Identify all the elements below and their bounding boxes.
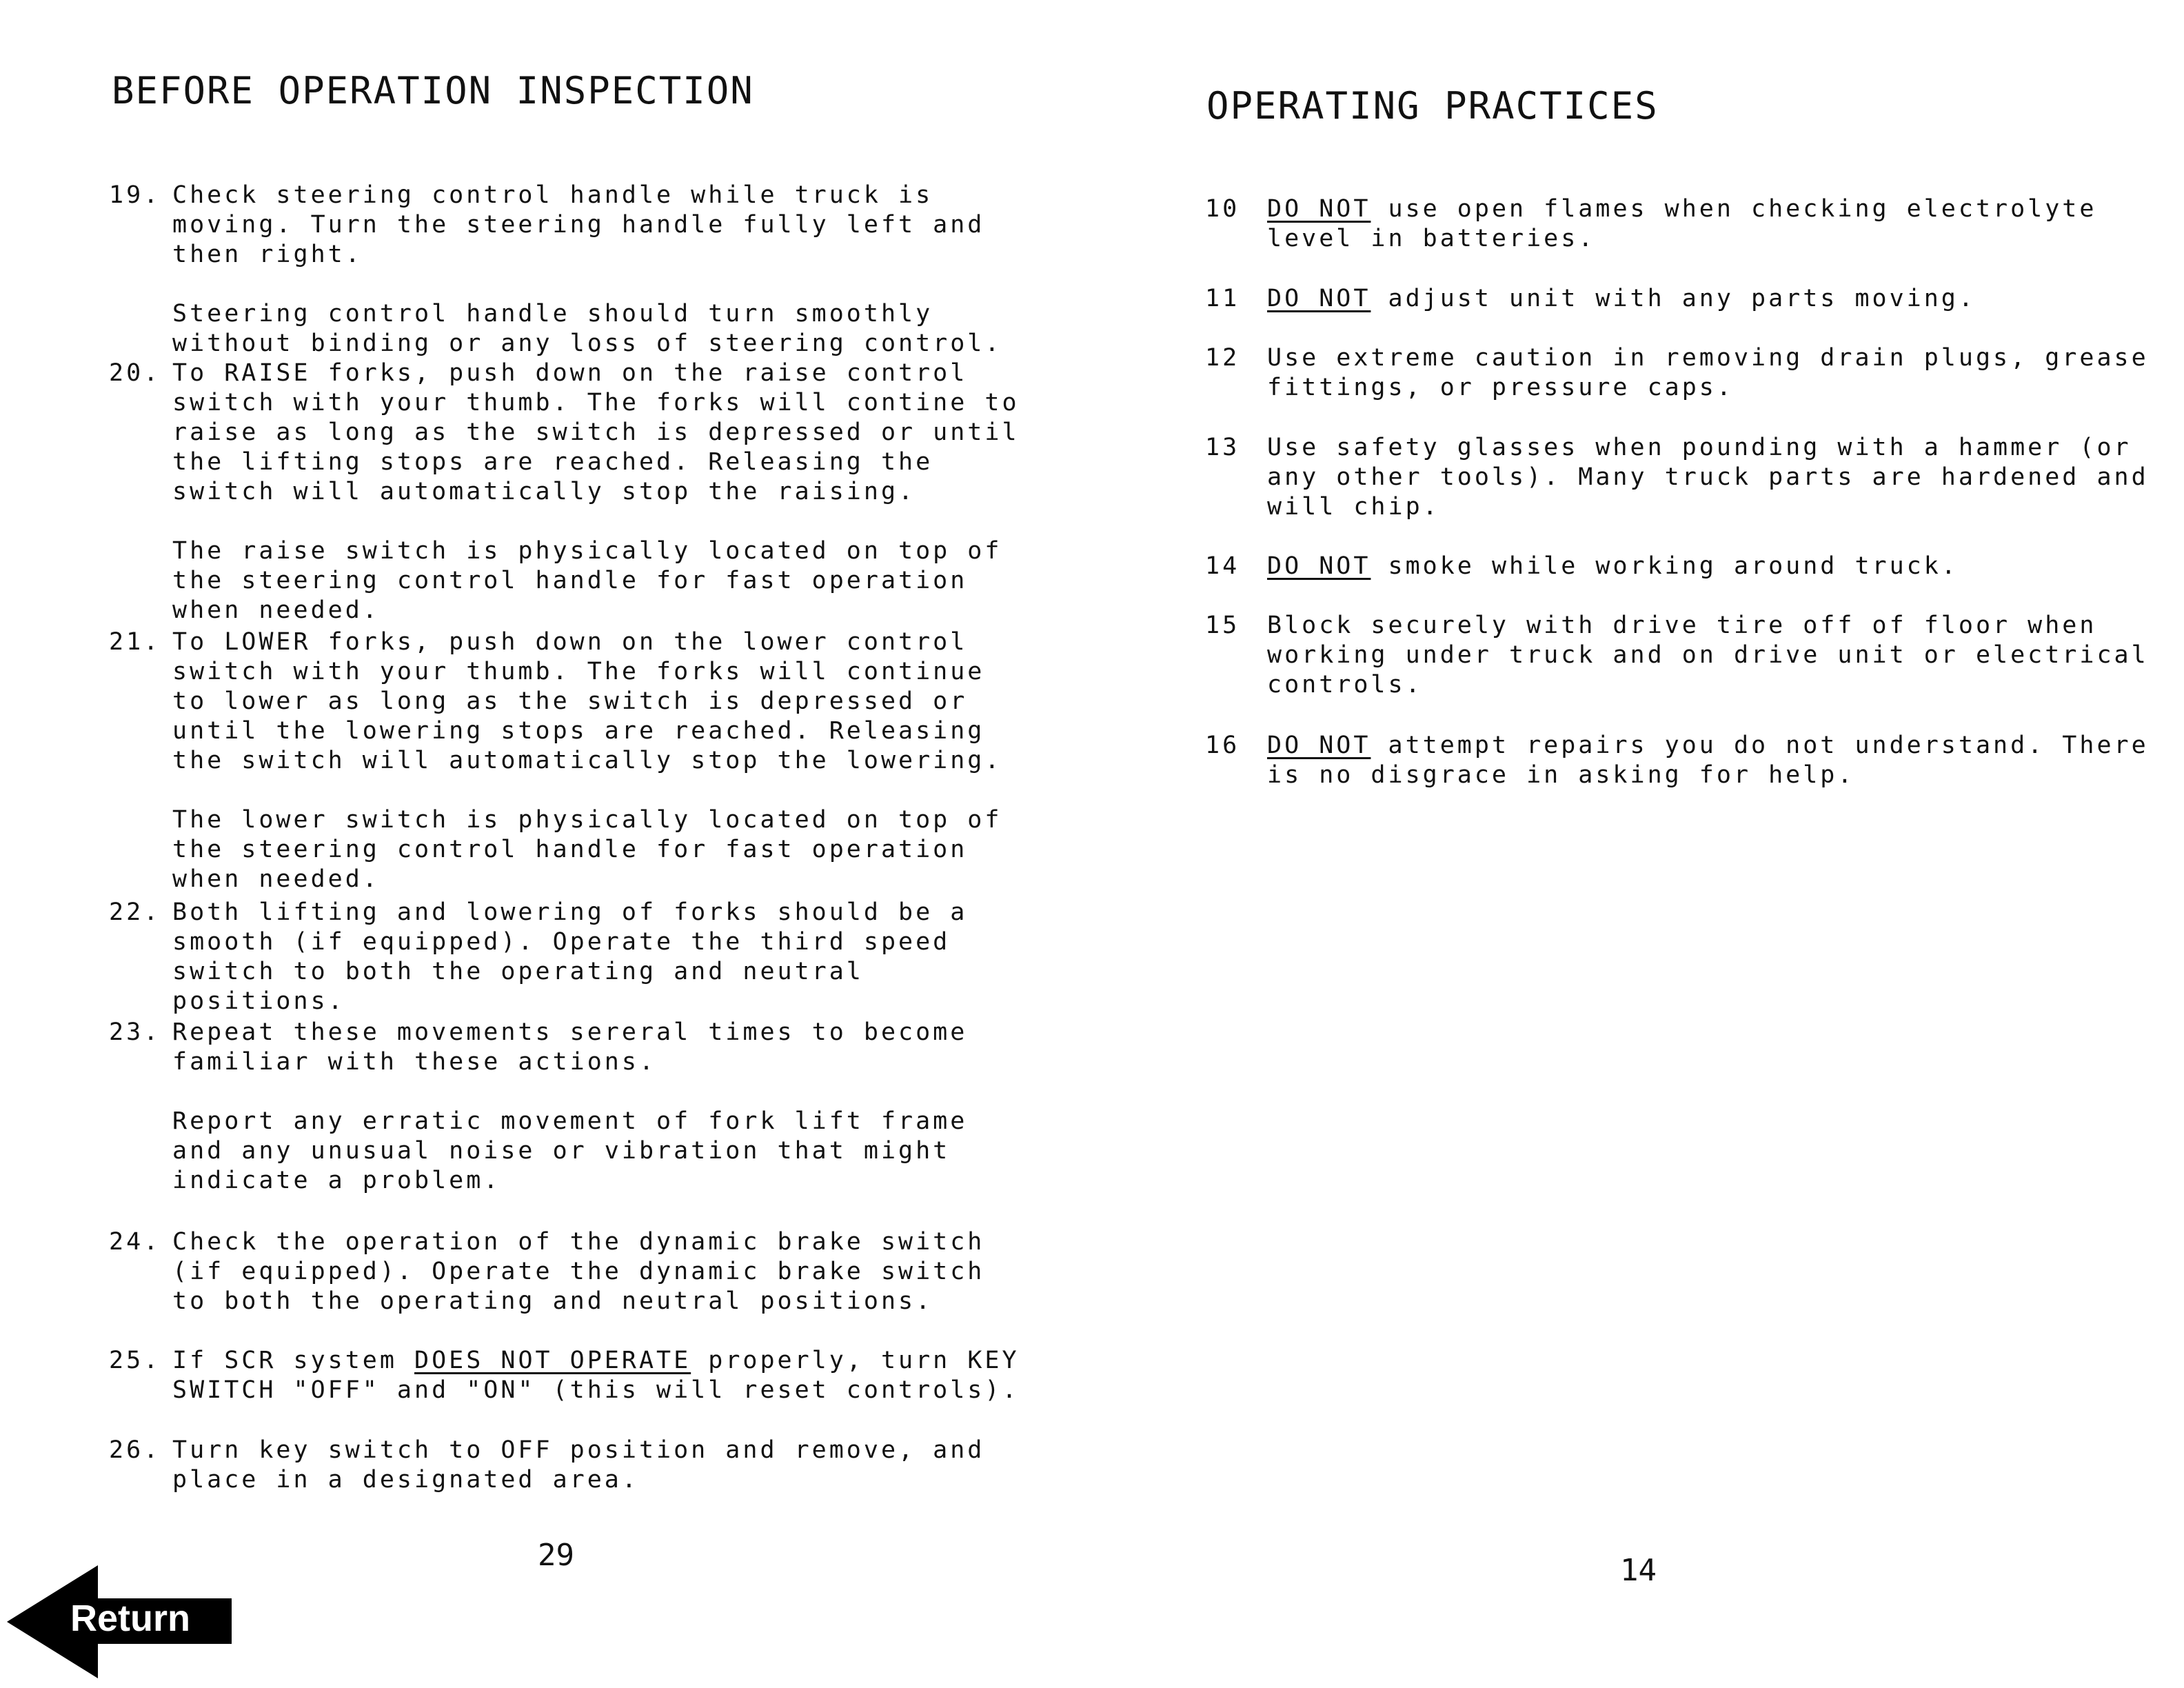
item-text: Both lifting and lowering of forks should be a smooth (if equipped). Operate the third speed switch to both the operating and neutral positions. bbox=[172, 898, 968, 1015]
inspection-item-21 bbox=[109, 627, 1033, 894]
practice-item-12 bbox=[1205, 343, 2163, 403]
item-text-end: attempt repairs you do not understand. There is no disgrace in asking for help. bbox=[1267, 732, 2149, 789]
item-number: 15 bbox=[1205, 612, 1240, 639]
left-page-heading: BEFORE OPERATION INSPECTION bbox=[112, 69, 754, 112]
item-number: 12 bbox=[1205, 344, 1240, 372]
right-page bbox=[1092, 0, 2184, 1688]
item-text: Steering control handle should turn smoothly without binding or any loss of steering control. bbox=[172, 300, 1002, 357]
item-text bbox=[172, 1346, 1033, 1405]
item-number: 13 bbox=[1205, 434, 1240, 461]
item-text: Check the operation of the dynamic brake switch (if equipped). Operate the dynamic brake switch to both the operating and neutral positions. bbox=[172, 1228, 985, 1315]
item-number: 19. bbox=[109, 181, 161, 209]
item-number: 23. bbox=[109, 1018, 161, 1046]
item-text-end: properly, turn KEY SWITCH "OFF" and "ON" (this will reset controls). bbox=[172, 1347, 1020, 1404]
item-text bbox=[1267, 194, 2163, 254]
do-not-emphasis: DO NOT bbox=[1267, 552, 1371, 580]
inspection-item-20 bbox=[109, 359, 1033, 625]
item-text: Turn key switch to OFF position and remove, and place in a designated area. bbox=[172, 1436, 985, 1494]
item-text: To LOWER forks, push down on the lower control switch with your thumb. The forks will continue to lower as long as the switch is depressed or until the lowering stops are reached. Releasing the switch will automatically stop the lowering. bbox=[172, 628, 1002, 774]
item-number: 24. bbox=[109, 1228, 161, 1256]
item-text: Check steering control handle while truck is moving. Turn the steering handle fully left and then right. bbox=[172, 181, 985, 268]
item-number: 21. bbox=[109, 628, 161, 656]
item-text-end: adjust unit with any parts moving. bbox=[1371, 285, 1976, 312]
does-not-operate-emphasis: DOES NOT OPERATE bbox=[414, 1347, 691, 1374]
inspection-item-22 bbox=[109, 898, 1033, 1016]
item-number: 16 bbox=[1205, 732, 1240, 759]
item-text-end: use open flames when checking electrolyte level in batteries. bbox=[1267, 195, 2097, 252]
do-not-emphasis: DO NOT bbox=[1267, 195, 1371, 223]
item-text: Use extreme caution in removing drain plugs, grease fittings, or pressure caps. bbox=[1267, 344, 2149, 401]
practice-item-11 bbox=[1205, 284, 2163, 314]
page-number-right: 14 bbox=[1620, 1553, 1657, 1588]
practice-item-13 bbox=[1205, 433, 2163, 522]
item-number: 26. bbox=[109, 1436, 161, 1464]
item-text: Use safety glasses when pounding with a hammer (or any other tools). Many truck parts are hardened and will chip. bbox=[1267, 434, 2149, 521]
practice-item-10 bbox=[1205, 194, 2163, 254]
inspection-item-24 bbox=[109, 1227, 1033, 1316]
item-text bbox=[1267, 284, 2163, 314]
item-text: Block securely with drive tire off of floor when working under truck and on drive unit or electrical controls. bbox=[1267, 612, 2149, 699]
practice-item-14 bbox=[1205, 552, 2163, 581]
item-number: 10 bbox=[1205, 195, 1240, 223]
inspection-item-26 bbox=[109, 1436, 1033, 1495]
item-number: 25. bbox=[109, 1347, 161, 1374]
inspection-item-25 bbox=[109, 1346, 1033, 1405]
item-text: Report any erratic movement of fork lift frame and any unusual noise or vibration that might indicate a problem. bbox=[172, 1107, 968, 1194]
item-number: 14 bbox=[1205, 552, 1240, 580]
item-text-start: If SCR system bbox=[172, 1347, 415, 1374]
item-text: The lower switch is physically located on top of the steering control handle for fast operation when needed. bbox=[172, 806, 1002, 893]
item-number: 22. bbox=[109, 898, 161, 926]
return-button[interactable] bbox=[7, 1565, 234, 1678]
item-text bbox=[1267, 731, 2163, 790]
return-label: Return bbox=[70, 1598, 190, 1639]
practice-item-15 bbox=[1205, 611, 2163, 700]
item-text: The raise switch is physically located on top of the steering control handle for fast operation when needed. bbox=[172, 537, 1002, 624]
do-not-emphasis: DO NOT bbox=[1267, 732, 1371, 759]
item-text: To RAISE forks, push down on the raise control switch with your thumb. The forks will contine to raise as long as the switch is depressed or until the lifting stops are reached. Releasing the switch will automatically stop the raising. bbox=[172, 359, 1020, 505]
do-not-emphasis: DO NOT bbox=[1267, 285, 1371, 312]
item-text bbox=[1267, 552, 2163, 581]
inspection-item-19 bbox=[109, 181, 1033, 359]
right-page-heading: OPERATING PRACTICES bbox=[1206, 84, 1659, 128]
page-number-left: 29 bbox=[538, 1538, 574, 1573]
practice-item-16 bbox=[1205, 731, 2163, 790]
item-text-end: smoke while working around truck. bbox=[1371, 552, 1959, 580]
item-number: 11 bbox=[1205, 285, 1240, 312]
item-text: Repeat these movements sereral times to become familiar with these actions. bbox=[172, 1018, 968, 1076]
item-number: 20. bbox=[109, 359, 161, 387]
inspection-item-23 bbox=[109, 1018, 1033, 1196]
